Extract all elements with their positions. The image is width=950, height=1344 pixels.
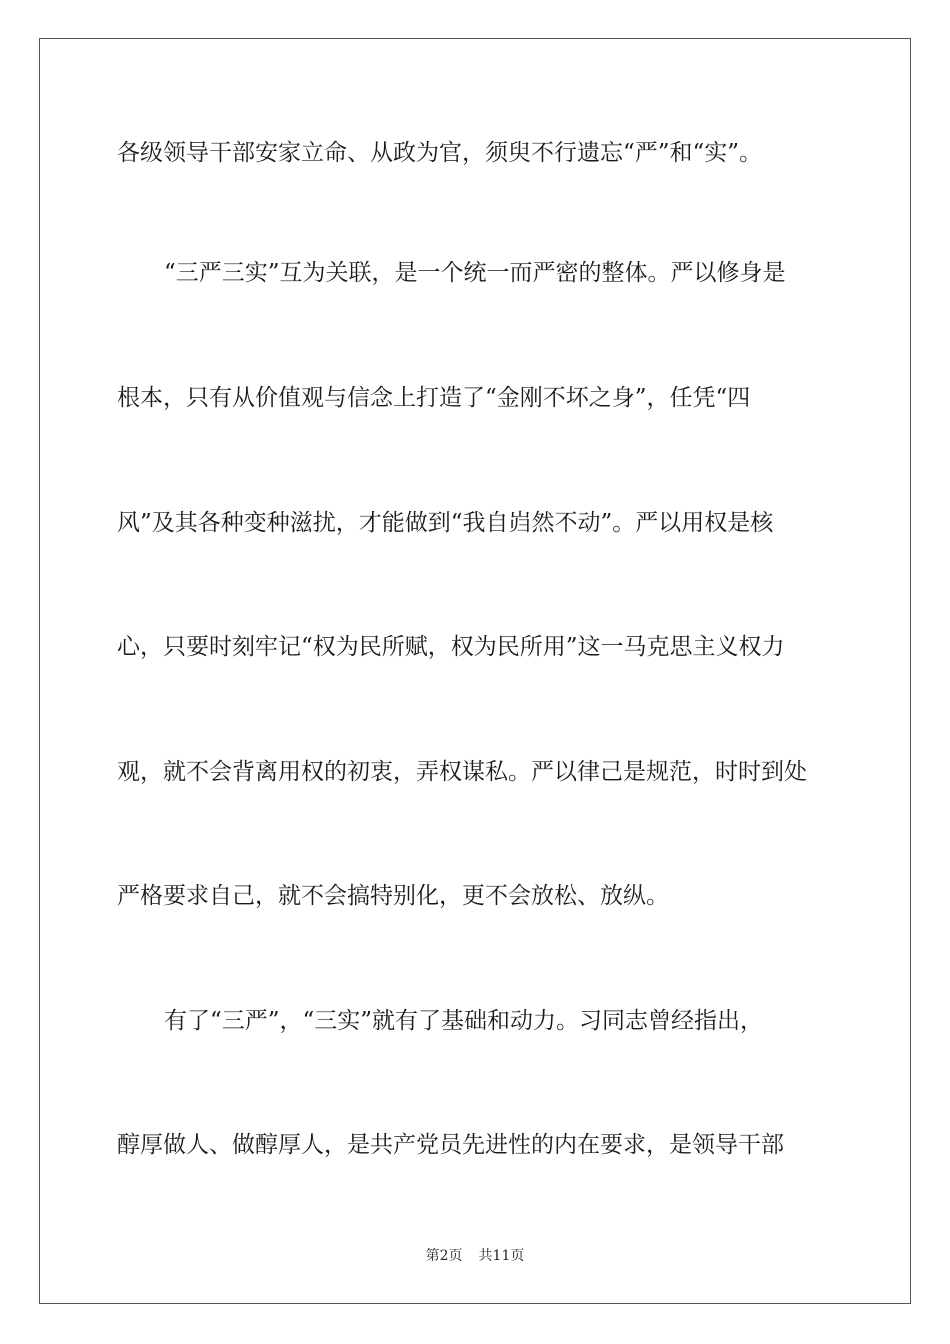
text-line: 醇厚做人、做醇厚人，是共产党员先进性的内在要求，是领导干部 bbox=[117, 1132, 784, 1158]
page-footer bbox=[0, 1246, 950, 1266]
text-line: 有了“三严”，“三实”就有了基础和动力。习同志曾经指出， bbox=[164, 1008, 764, 1034]
text-line: 观，就不会背离用权的初衷，弄权谋私。严以律己是规范，时时到处 bbox=[117, 759, 807, 785]
page-total: 共11页 bbox=[478, 1248, 525, 1264]
page-border bbox=[39, 38, 911, 1304]
text-line: 根本，只有从价值观与信念上打造了“金刚不坏之身”，任凭“四 bbox=[117, 385, 751, 411]
page-number: 第2页 bbox=[425, 1248, 463, 1264]
text-line: 风”及其各种变种滋扰，才能做到“我自岿然不动”。严以用权是核 bbox=[117, 510, 774, 536]
text-line: 各级领导干部安家立命、从政为官，须臾不行遗忘“严”和“实”。 bbox=[117, 140, 763, 166]
text-line: 心，只要时刻牢记“权为民所赋，权为民所用”这一马克思主义权力 bbox=[117, 634, 785, 660]
text-line: 严格要求自己，就不会搞特别化，更不会放松、放纵。 bbox=[117, 883, 669, 909]
text-line: “三严三实”互为关联，是一个统一而严密的整体。严以修身是 bbox=[164, 260, 786, 286]
